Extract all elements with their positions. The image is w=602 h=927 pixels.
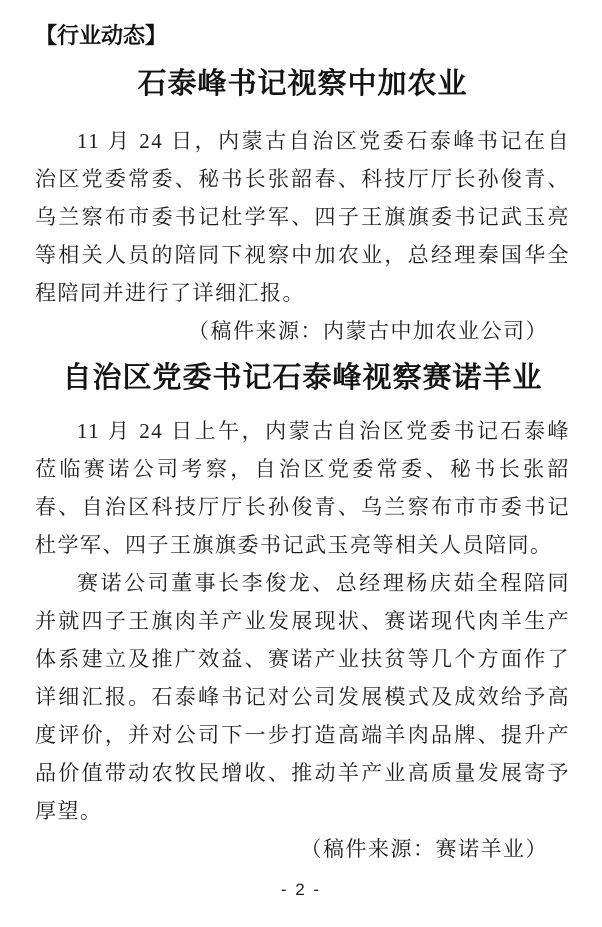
page-number: - 2 - (280, 880, 322, 899)
article-1-title: 石泰峰书记视察中加农业 (137, 68, 468, 100)
article-1-paragraph: 11 月 24 日，内蒙古自治区党委石泰峰书记在自治区党委常委、秘书长张韶春、科技厅厅长孙俊青、乌兰察布市委书记杜学军、四子王旗旗委书记武玉亮等相关人员的陪同下视察中加农业，总经理秦国华全程陪同并进行了详细汇报。 (35, 129, 570, 305)
article-2-title: 自治区党委书记石泰峰视察赛诺羊业 (62, 362, 543, 394)
article-2-paragraph-2: 赛诺公司董事长李俊龙、总经理杨庆茹全程陪同并就四子王旗肉羊产业发展现状、赛诺现代肉羊生产体系建立及推广效益、赛诺产业扶贫等几个方面作了详细汇报。石泰峰书记对公司发展模式及成效给予高度评价，并对公司下一步打造高端羊肉品牌、提升产品价值带动农牧民增收、推动羊产业高质量发展寄予厚望。 (35, 571, 570, 823)
article-1-source-attribution: （稿件来源：内蒙古中加农业公司） (188, 319, 548, 343)
article-2-paragraph-1: 11 月 24 日上午，内蒙古自治区党委书记石泰峰莅临赛诺公司考察，自治区党委常委、秘书长张韶春、自治区科技厅厅长孙俊青、乌兰察布市市委书记杜学军、四子王旗旗委书记武玉亮等相关人员陪同。 (35, 419, 570, 557)
article-2-source-attribution: （稿件来源：赛诺羊业） (300, 837, 548, 861)
section-header: 【行业动态】 (35, 23, 168, 48)
